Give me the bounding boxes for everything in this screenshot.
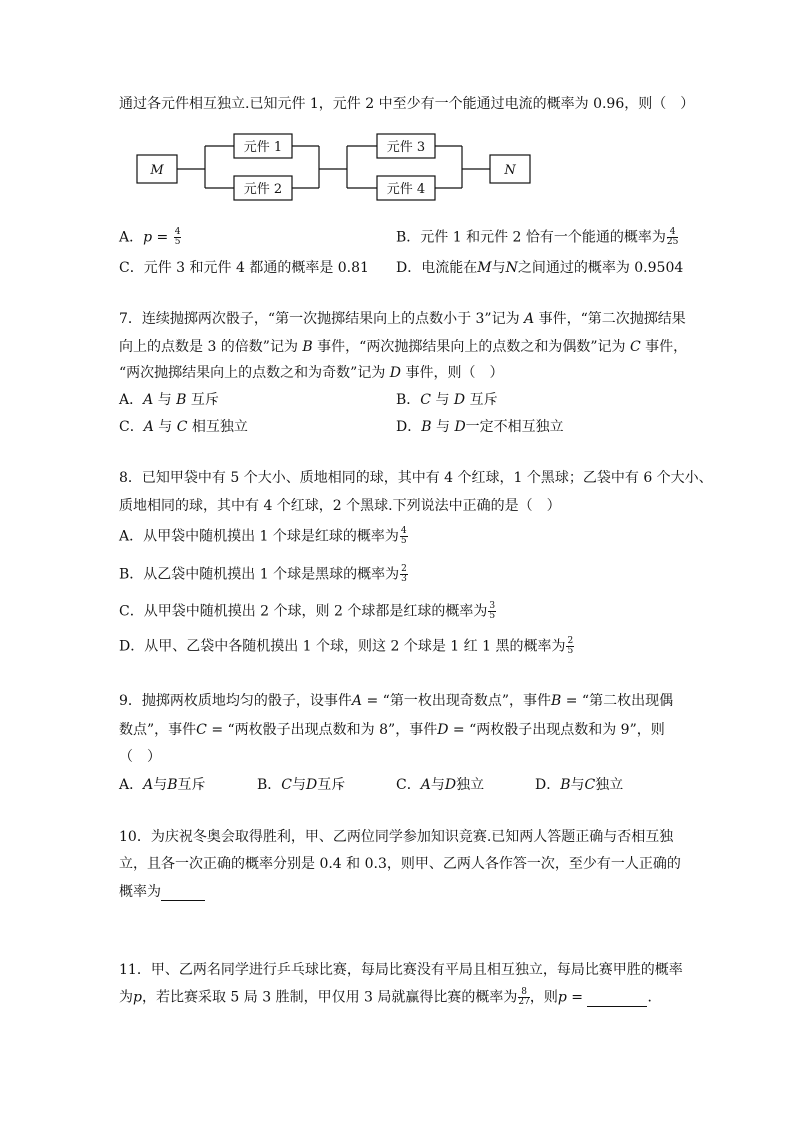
q8-line-1: 8．已知甲袋中有 5 个大小、质地相同的球，其中有 4 个红球，1 个黑球；乙袋中有 6 个大小、 <box>119 470 713 486</box>
q9-option-a: A．A与B互斥 <box>119 777 206 793</box>
fraction: $\frac{4}{5}$ <box>174 227 181 247</box>
q7-line-3: “两次抛掷结果向上的点数之和为奇数”记为 D 事件，则（ ） <box>119 365 504 381</box>
q8-option-b: B．从乙袋中随机摸出 1 个球是黑球的概率为 $\frac{2}{3}$ <box>119 564 407 584</box>
q9-option-d: D．B与C独立 <box>535 777 624 793</box>
q11-line-1: 11．甲、乙两名同学进行乒乓球比赛，每局比赛没有平局且相互独立，每局比赛甲胜的概率 <box>119 962 683 978</box>
q9-line-1: 9．抛掷两枚质地均匀的骰子，设事件A = “第一枚出现奇数点”，事件B = “第二枚出现偶 <box>119 693 674 709</box>
fraction: $\frac{4}{5}$ <box>400 526 407 546</box>
q7-option-b: B．C 与 D 互斥 <box>396 392 498 408</box>
q9-line-2: 数点”，事件C = “两枚骰子出现点数和为 8”，事件D = “两枚骰子出现点数和为 9”，则 <box>119 722 665 738</box>
q9-option-c: C．A与D独立 <box>396 777 485 793</box>
q7-line-2: 向上的点数是 3 的倍数”记为 B 事件，“两次抛掷结果向上的点数之和为偶数”记为 C 事件， <box>119 339 688 355</box>
q7-option-a: A．A 与 B 互斥 <box>119 392 219 408</box>
q9-line-3: （ ） <box>119 749 161 765</box>
q8-line-2: 质地相同的球，其中有 4 个红球，2 个黑球.下列说法中正确的是（ ） <box>119 498 561 514</box>
element-1-label: 元件 1 <box>243 140 283 155</box>
fraction: $\frac{4}{25}$ <box>666 227 679 247</box>
fraction: $\frac{8}{27}$ <box>518 987 530 1007</box>
q6-option-d: D．电流能在M与N之间通过的概率为 0.9504 <box>396 260 684 276</box>
q9-option-b: B．C与D互斥 <box>257 777 346 793</box>
q6-option-b: B．元件 1 和元件 2 恰有一个能通的概率为 $\frac{4}{25}$ <box>396 227 679 247</box>
node-n-label: N <box>504 163 516 178</box>
q7-option-d: D．B 与 D一定不相互独立 <box>396 419 564 435</box>
q7-option-c: C．A 与 C 相互独立 <box>119 419 248 435</box>
fraction: $\frac{2}{5}$ <box>567 636 574 656</box>
answer-blank[interactable] <box>587 990 647 1007</box>
fraction: $\frac{2}{3}$ <box>401 564 407 584</box>
q6-option-a: A．p = $\frac{4}{5}$ <box>119 227 181 247</box>
q7-line-1: 7．连续抛掷两次骰子，“第一次抛掷结果向上的点数小于 3”记为 A 事件，“第二次抛掷结果 <box>119 311 686 327</box>
fraction: $\frac{3}{5}$ <box>489 601 496 621</box>
node-m-label: M <box>150 163 164 178</box>
answer-blank[interactable] <box>161 884 205 901</box>
q8-option-c: C．从甲袋中随机摸出 2 个球，则 2 个球都是红球的概率为 $\frac{3}{5}$ <box>119 601 496 621</box>
element-2-label: 元件 2 <box>243 182 283 197</box>
q8-option-d: D．从甲、乙袋中各随机摸出 1 个球，则这 2 个球是 1 红 1 黑的概率为 $\frac{2}{5}$ <box>119 636 574 656</box>
element-3-label: 元件 3 <box>386 140 426 155</box>
q6-option-c: C．元件 3 和元件 4 都通的概率是 0.81 <box>119 260 369 276</box>
element-4-label: 元件 4 <box>386 182 426 197</box>
q8-option-a: A．从甲袋中随机摸出 1 个球是红球的概率为 $\frac{4}{5}$ <box>119 526 407 546</box>
q10-line-3: 概率为 <box>119 883 205 901</box>
q10-line-1: 10．为庆祝冬奥会取得胜利，甲、乙两位同学参加知识竞赛.已知两人答题正确与否相互独 <box>119 829 674 845</box>
q11-line-2: 为p，若比赛采取 5 局 3 胜制，甲仅用 3 局就赢得比赛的概率为 $\frac{8}{27}$ ，则p = ． <box>119 987 662 1007</box>
q10-line-2: 立，且各一次正确的概率分别是 0.4 和 0.3，则甲、乙两人各作答一次，至少有一人正确的 <box>119 856 681 872</box>
q6-intro: 通过各元件相互独立.已知元件 1，元件 2 中至少有一个能通过电流的概率为 0.96，则（ ） <box>119 96 695 112</box>
